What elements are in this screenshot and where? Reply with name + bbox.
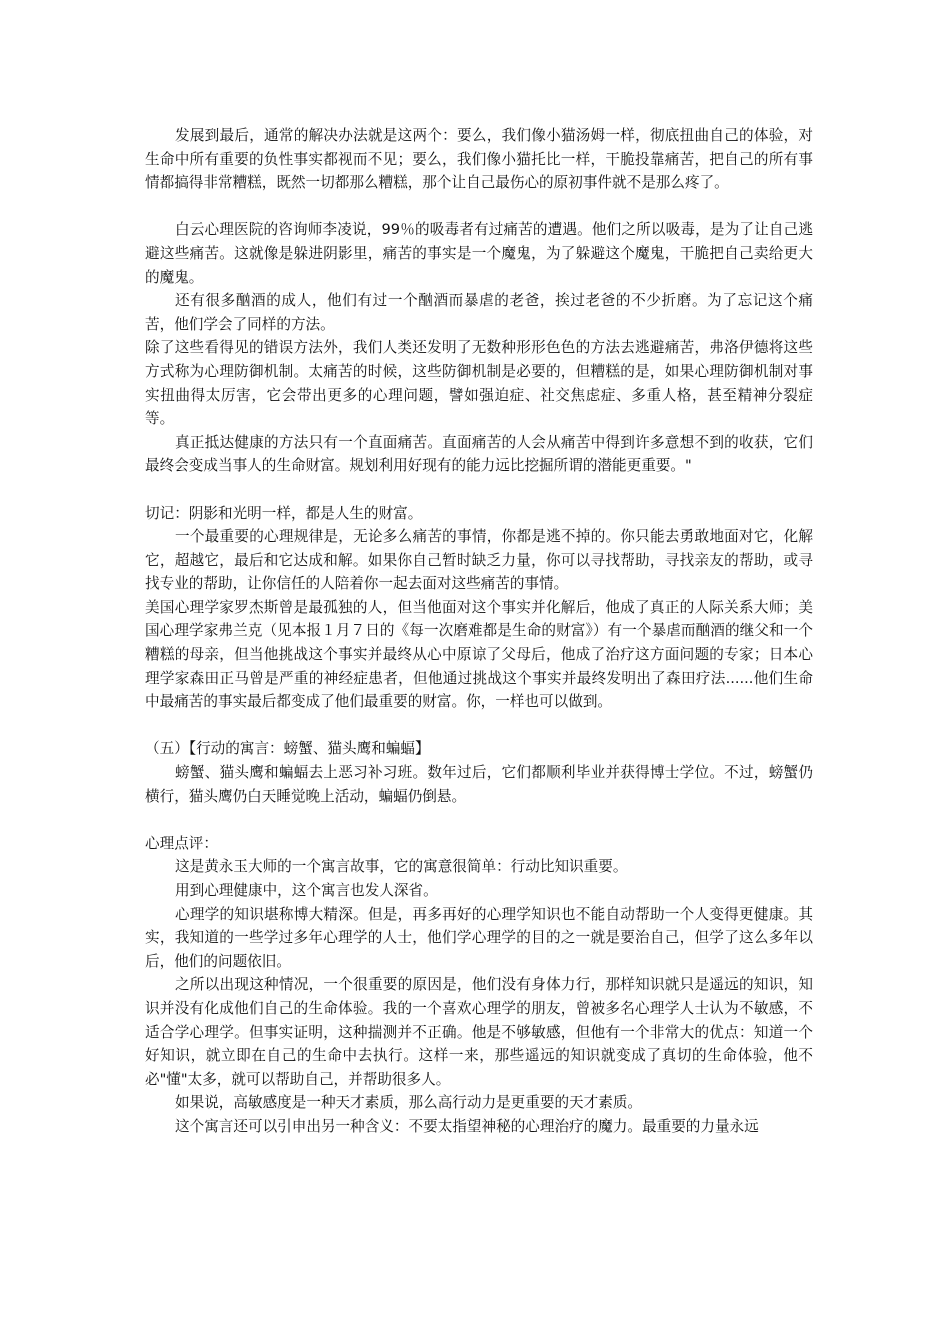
- paragraph-alcoholic-adults: 还有很多酗酒的成人，他们有过一个酗酒而暴虐的老爸，挨过老爸的不少折磨。为了忘记这个痛苦，他们学会了同样的方法。: [145, 292, 813, 333]
- document-page: [145, 124, 813, 1139]
- paragraph-practice: 之所以出现这种情况，一个很重要的原因是，他们没有身体力行，那样知识就只是遥远的知识，知识并没有化成他们自己的生命体验。我的一个喜欢心理学的朋友，曾被多名心理学人士认为不敏感，不适合学心理学。但事实证明，这种揣测并不正确。他是不够敏感，但他有一个非常大的优点：知道一个好知识，就立即在自己的生命中去执行。这样一来，那些遥远的知识就变成了真切的生命体验，他不必"懂"太多，就可以帮助自己，并帮助很多人。: [145, 976, 813, 1088]
- paragraph-drug-users: 白云心理医院的咨询师李凌说，99％的吸毒者有过痛苦的遭遇。他们之所以吸毒，是为了让自己逃避这些痛苦。这就像是躲进阴影里，痛苦的事实是一个魔鬼，为了躲避这个魔鬼，干脆把自己卖给更大的魔鬼。: [145, 221, 813, 286]
- comment-heading: 心理点评：: [145, 834, 218, 852]
- blank-line: [145, 714, 813, 738]
- paragraph-defense-mechanisms: 除了这些看得见的错误方法外，我们人类还发明了无数种形形色色的方法去逃避痛苦，弗洛伊德将这些方式称为心理防御机制。太痛苦的时候，这些防御机制是必要的，但糟糕的是，如果心理防御机制对事实扭曲得太厉害，它会带出更多的心理问题，譬如强迫症、社交焦虑症、多重人格，甚至精神分裂症等。: [145, 339, 813, 428]
- paragraph-extended-meaning: 这个寓言还可以引申出另一种含义：不要太指望神秘的心理治疗的魔力。最重要的力量永远: [175, 1117, 759, 1135]
- blank-line: [145, 478, 813, 502]
- section-heading-fable: （五）【行动的寓言：螃蟹、猫头鹰和蝙蝠】: [145, 740, 430, 758]
- blank-line: [145, 808, 813, 832]
- paragraph-coping-outcomes: 发展到最后，通常的解决办法就是这两个：要么，我们像小猫汤姆一样，彻底扭曲自己的体验，对生命中所有重要的负性事实都视而不见；要么，我们像小猫托比一样，干脆投靠痛苦，把自己的所有事情都搞得非常糟糕，既然一切都那么糟糕，那个让自己最伤心的原初事件就不是那么疼了。: [145, 127, 813, 192]
- paragraph-face-pain: 真正抵达健康的方法只有一个直面痛苦。直面痛苦的人会从痛苦中得到许多意想不到的收获，它们最终会变成当事人的生命财富。规划利用好现有的能力远比挖掘所谓的潜能更重要。": [145, 433, 813, 475]
- paragraph-psych-law: 一个最重要的心理规律是，无论多么痛苦的事情，你都是逃不掉的。你只能去勇敢地面对它，化解它，超越它，最后和它达成和解。如果你自己暂时缺乏力量，你可以寻找帮助，寻找亲友的帮助，或寻找专业的帮助，让你信任的人陪着你一起去面对这些痛苦的事情。: [145, 528, 813, 593]
- paragraph-fable-story: 螃蟹、猫头鹰和蝙蝠去上恶习补习班。数年过后，它们都顺利毕业并获得博士学位。不过，螃蟹仍横行，猫头鹰仍白天睡觉晚上活动，蝙蝠仍倒悬。: [145, 764, 813, 805]
- paragraph-talent: 如果说，高敏感度是一种天才素质，那么高行动力是更重要的天才素质。: [175, 1094, 643, 1112]
- blank-line: [145, 195, 813, 219]
- paragraph-psychologist-examples: 美国心理学家罗杰斯曾是最孤独的人，但当他面对这个事实并化解后，他成了真正的人际关系大师；美国心理学家弗兰克（见本报１月７日的《每一次磨难都是生命的财富》）有一个暴虐而酗酒的继父和一个糟糕的母亲，但当他挑战这个事实并最终从心中原谅了父母后，他成了治疗这方面问题的专家；日本心理学家森田正马曾是严重的神经症患者，但他通过挑战这个事实并最终发明出了森田疗法......他们生命中最痛苦的事实最后都变成了他们最重要的财富。你，一样也可以做到。: [145, 598, 813, 711]
- paragraph-knowledge: 心理学的知识堪称博大精深。但是，再多再好的心理学知识也不能自动帮助一个人变得更健康。其实，我知道的一些学过多年心理学的人士，他们学心理学的目的之一就是要治自己，但学了这么多年以后，他们的问题依旧。: [145, 905, 813, 970]
- paragraph-mental-health: 用到心理健康中，这个寓言也发人深省。: [175, 882, 438, 899]
- paragraph-fable-meaning: 这是黄永玉大师的一个寓言故事，它的寓意很简单：行动比知识重要。: [175, 858, 628, 876]
- paragraph-remember: 切记：阴影和光明一样，都是人生的财富。: [145, 504, 423, 522]
